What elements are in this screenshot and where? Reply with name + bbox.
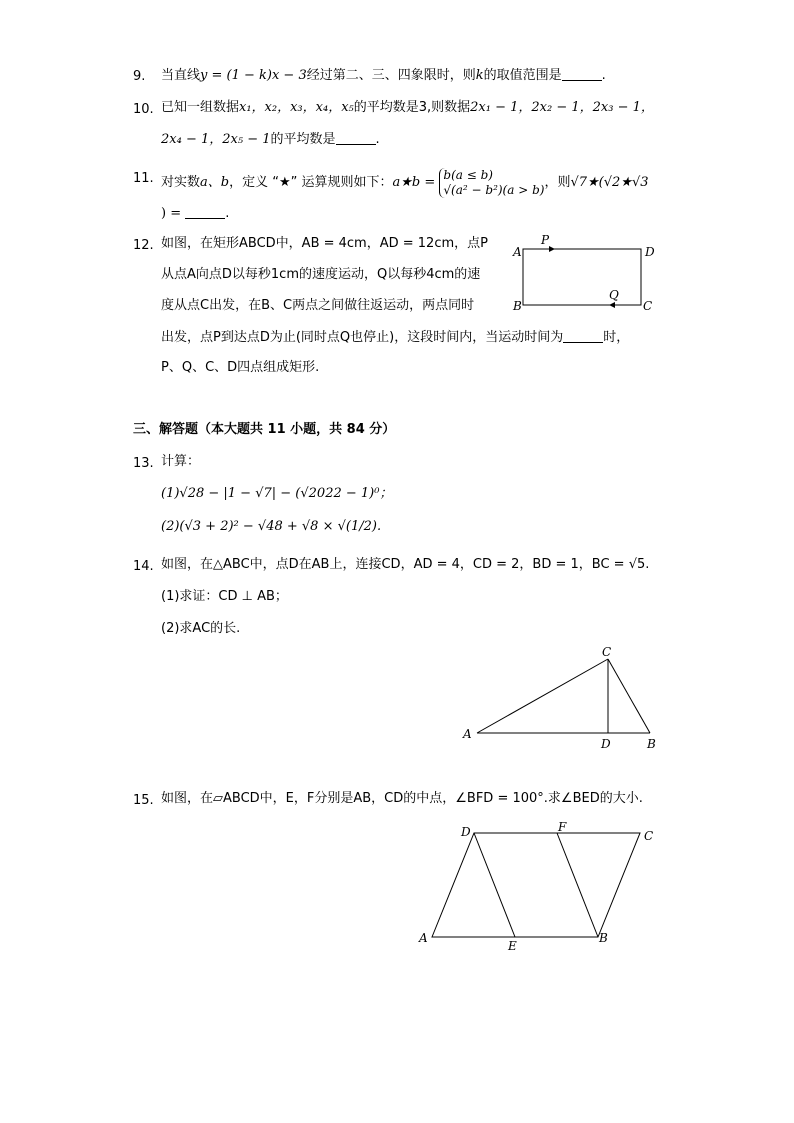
segment-fb [557, 833, 598, 937]
definition-lhs: a★b = [392, 175, 436, 190]
question-number: 10. [133, 102, 154, 117]
question-line: 从点A向点D以每秒1cm的速度运动，Q以每秒4cm的速 [161, 267, 481, 282]
question-text: 已知一组数据 [161, 100, 240, 115]
question-text: 当直线 [161, 68, 201, 83]
label-d: D [461, 825, 471, 839]
question-number: 12. [133, 238, 154, 253]
part-2: (2)(√3 + 2)² − √48 + √8 × √(1/2). [161, 519, 382, 534]
question-title: 计算： [161, 454, 201, 469]
question-text: 经过第二、三、四象限时，则 [306, 68, 476, 83]
question-line: 度从点C出发，在B、C两点之间做往返运动，两点同时 [161, 298, 475, 313]
label-a: A [463, 727, 472, 741]
segment-bc [608, 659, 650, 733]
answer-blank[interactable] [336, 132, 376, 145]
parallelogram-figure [412, 818, 662, 953]
answer-blank[interactable] [185, 206, 225, 219]
question-line: 时， [603, 330, 630, 345]
data-set: 2x₄ − 1，2x₅ − 1 [161, 132, 271, 147]
question-text: 对实数 [161, 175, 201, 190]
answer-blank[interactable] [563, 330, 603, 343]
label-e: E [508, 939, 517, 953]
variable: k [475, 68, 484, 83]
arrow-p [549, 246, 555, 252]
label-f: F [558, 820, 567, 834]
question-number: 9. [133, 69, 146, 84]
star-operator: ★ [278, 175, 291, 190]
label-a: A [513, 245, 522, 259]
label-b: B [647, 737, 656, 751]
question-line: 如图，在矩形ABCD中，AB = 4cm，AD = 12cm，点P [161, 236, 488, 251]
case-2: √(a² − b²)(a > b) [443, 182, 545, 197]
rectangle-abcd [523, 249, 641, 305]
rectangle-figure [505, 232, 665, 312]
variables: a、b [200, 175, 230, 190]
question-number: 15. [133, 793, 154, 808]
label-c: C [644, 829, 654, 843]
question-number: 11. [133, 171, 154, 186]
parallelogram-abcd [432, 833, 640, 937]
case-1: b(a ≤ b) [443, 167, 493, 182]
part-2: (2)求AC的长. [161, 621, 241, 636]
question-text: 的取值范围是 [483, 68, 562, 83]
label-b: B [599, 931, 608, 945]
question-text: ，定义 “ [229, 175, 279, 190]
question-line: P、Q、C、D四点组成矩形. [161, 360, 320, 375]
arrow-q [609, 302, 615, 308]
data-set: x₁，x₂，x₃，x₄，x₅ [239, 100, 354, 115]
label-d: D [645, 245, 655, 259]
part-1: (1)求证：CD ⊥ AB； [161, 589, 288, 604]
period: . [225, 206, 230, 221]
triangle-figure [455, 642, 670, 754]
label-q: Q [609, 288, 619, 302]
piecewise-cases [439, 168, 544, 198]
answer-blank[interactable] [562, 68, 602, 81]
label-c: C [643, 299, 653, 312]
segment-de [474, 833, 515, 937]
label-p: P [541, 233, 550, 247]
part-1: (1)√28 − |1 − √7| − (√2022 − 1)⁰； [161, 486, 393, 501]
line-equation: y = (1 − k)x − 3 [200, 68, 307, 83]
label-c: C [602, 645, 612, 659]
question-text: 的平均数是 [270, 132, 336, 147]
question-text: 如图，在△ABC中，点D在AB上，连接CD，AD = 4，CD = 2，BD = 1，BC = √5. [161, 557, 650, 572]
question-number: 14. [133, 559, 154, 574]
period: . [375, 132, 380, 147]
label-b: B [513, 299, 522, 312]
question-number: 13. [133, 456, 154, 471]
question-text: 如图，在▱ABCD中，E，F分别是AB，CD的中点，∠BFD = 100°.求∠BED的大小. [161, 791, 643, 806]
period: . [601, 68, 606, 83]
segment-ac [477, 659, 608, 733]
question-text: 的平均数是3,则数据 [353, 100, 471, 115]
expression: √7★(√2★√3 [570, 175, 649, 190]
question-text: ，则 [544, 175, 571, 190]
label-a: A [419, 931, 428, 945]
expression-continued: ) = [161, 206, 182, 221]
section-heading: 三、解答题（本大题共 11 小题，共 84 分） [133, 422, 396, 437]
data-set: 2x₁ − 1，2x₂ − 1，2x₃ − 1， [470, 100, 654, 115]
label-d: D [601, 737, 611, 751]
question-line: 出发，点P到达点D为止(同时点Q也停止)，这段时间内，当运动时间为 [161, 330, 564, 345]
question-text: ” 运算规则如下： [290, 175, 393, 190]
